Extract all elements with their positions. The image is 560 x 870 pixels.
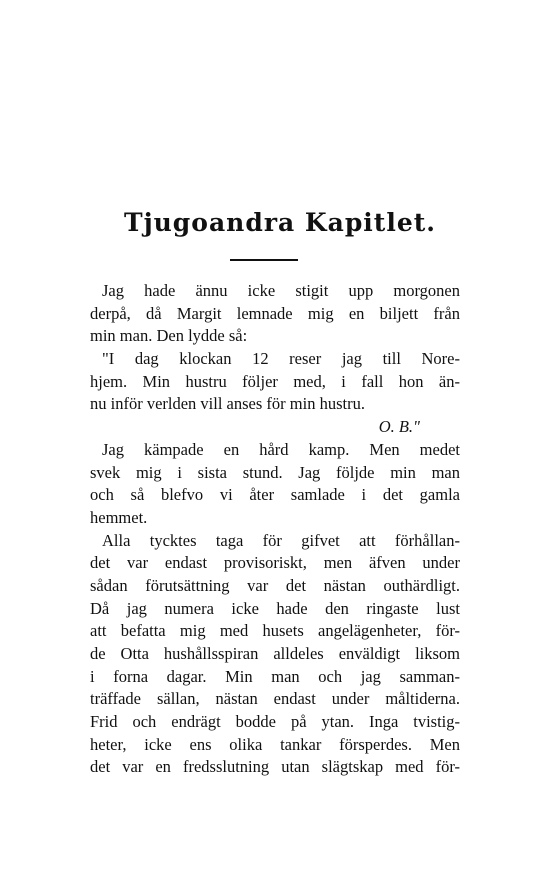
text-line: i forna dagar. Min man och jag samman- [90, 666, 460, 686]
text-line: derpå, då Margit lemnade mig en biljett från [90, 303, 460, 323]
letter-signature: O. B." [378, 417, 420, 437]
text-line: Jag hade ännu icke stigit upp morgonen [102, 281, 460, 300]
text-line: sådan förutsättning var det nästan outhärdligt. [90, 575, 460, 595]
chapter-title: Tjugoandra Kapitlet. [123, 208, 437, 237]
text-line: det var en fredsslutning utan slägtskap med för- [90, 757, 460, 777]
text-line: Frid och endrägt bodde på ytan. Inga tvistig- [90, 712, 460, 732]
text-line: träffade sällan, nästan endast under måltiderna. [90, 689, 460, 709]
text-line: Alla tycktes taga för gifvet att förhållan- [102, 530, 460, 550]
text-line: hjem. Min hustru följer med, i fall hon än- [90, 371, 460, 391]
title-rule [230, 259, 298, 261]
text-line: de Otta hushållsspiran alldeles enväldigt liksom [90, 644, 460, 663]
text-line: min man. Den lydde så: [90, 326, 248, 346]
text-line: och så blefvo vi åter samlade i det gamla [90, 485, 460, 505]
text-line: Jag kämpade en hård kamp. Men medet [102, 439, 460, 459]
text-line: Då jag numera icke hade den ringaste lust [90, 598, 460, 618]
text-line: hemmet. [90, 507, 148, 527]
text-line: heter, icke ens olika tankar försperdes. Men [90, 734, 460, 754]
body-text [90, 280, 460, 779]
text-line: nu inför verlden vill anses för min hustru. [90, 394, 365, 414]
text-line: "I dag klockan 12 reser jag till Nore- [102, 349, 460, 369]
text-line: det var endast provisoriskt, men äfven under [90, 553, 460, 573]
text-line: att befatta mig med husets angelägenheter, för- [90, 621, 460, 641]
text-line: svek mig i sista stund. Jag följde min man [90, 462, 460, 482]
